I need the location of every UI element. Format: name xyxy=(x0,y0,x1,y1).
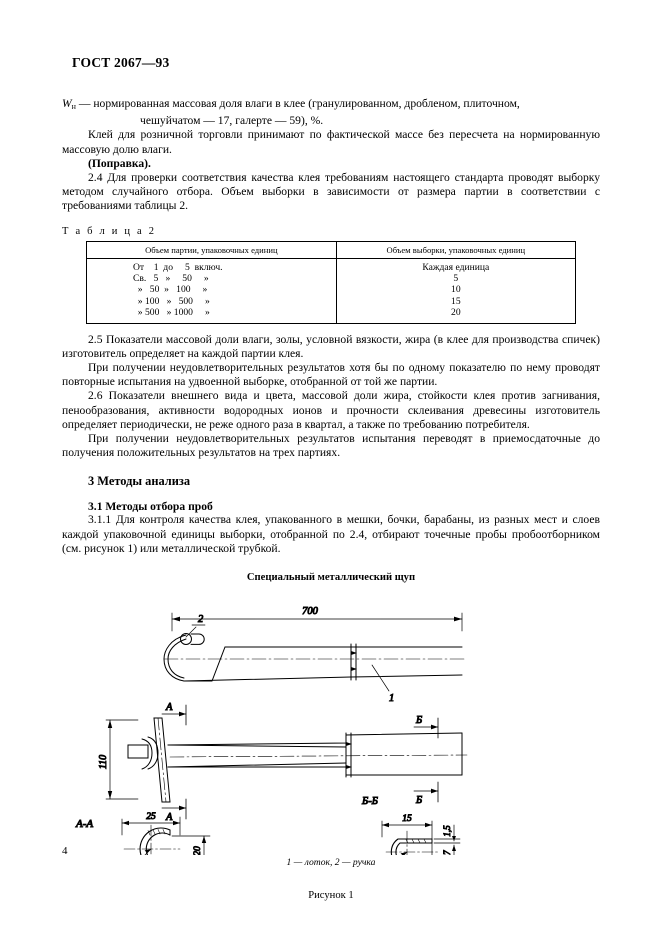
volume-value: 10 xyxy=(451,284,461,296)
section-label-a-bottom: А xyxy=(166,812,173,824)
trough-body-plan-view xyxy=(168,733,467,777)
cross-section-aa-profile xyxy=(124,825,180,855)
dimension-label-20: 20 xyxy=(193,846,203,856)
figure-number: Рисунок 1 xyxy=(308,890,354,902)
symbol-w: W xyxy=(62,97,72,110)
figure-title: Специальный металлический щуп xyxy=(246,572,416,584)
dimension-label-1-5: 1,5 xyxy=(442,825,452,837)
table-cell-ranges xyxy=(87,258,337,323)
definition-dash: — xyxy=(75,97,94,110)
range-value: Св. 5 » 50 » xyxy=(133,273,209,285)
radius-r85-leader xyxy=(380,852,407,855)
volume-value: 15 xyxy=(451,295,461,307)
paragraph-retail: Клей для розничной торговли принимают по фактической массе без пересчета на нормированную массовую долю влаги. xyxy=(62,128,600,156)
paragraph-2-6: 2.6 Показатели внешнего вида и цвета, массовой доли жира, стойкости клея против загнивания, пенообразования, активности водородных ионов и прочности склеивания древесины изготовитель определяет периодически, не реже одного раза в квартал, а также по требованию потребителя. xyxy=(62,389,600,431)
range-value: » 100 » 500 » xyxy=(133,295,210,307)
view-label-aa: А-А xyxy=(76,818,94,831)
trough-body-side-view xyxy=(164,644,467,681)
definition-line-2: чешуйчатом — 17, галерте — 59), %. xyxy=(140,114,324,128)
table-header-sample-volume: Объем выборки, упаковочных единиц xyxy=(336,241,575,258)
handle-loop xyxy=(164,634,204,682)
table-2 xyxy=(86,241,576,324)
popravka-note: (Поправка). xyxy=(88,156,151,170)
dimension-label-700: 700 xyxy=(302,606,318,618)
table-row xyxy=(87,258,576,323)
definition-line-1 xyxy=(62,97,600,114)
range-value: » 500 » 1000 » xyxy=(133,307,210,319)
subsection-3-1-heading: 3.1 Методы отбора проб xyxy=(88,500,213,514)
paragraph-2-4: 2.4 Для проверки соответствия качества клея требованиям настоящего стандарта проводят выборку методом случайного отбора. Объем выборки в зависимости от размера партии в соответствии с требованиями таблицы 2. xyxy=(62,171,600,213)
paragraph-3-1-1: 3.1.1 Для контроля качества клея, упакованного в мешки, бочки, барабаны, из разных мест и слоев каждой упаковочной единицы выборки, отобранной по 2.4, отбирают точечные пробы пробоотборником (см. рисунок 1) или металлической трубкой. xyxy=(62,513,600,555)
section-3-heading: 3 Методы анализа xyxy=(88,474,191,489)
table-2-caption: Т а б л и ц а 2 xyxy=(62,225,157,237)
dimension-label-17: 17 xyxy=(442,850,452,856)
range-value: От 1 до 5 включ. xyxy=(133,261,223,273)
callout-1-leader xyxy=(372,665,389,691)
dimension-label-110: 110 xyxy=(98,754,109,770)
paragraph-2-5: 2.5 Показатели массовой доли влаги, золы, условной вязкости, жира (в клее для производства спичек) изготовитель определяет на каждой партии клея. xyxy=(62,332,600,360)
volume-value: Каждая единица xyxy=(422,261,490,273)
volume-value: 5 xyxy=(453,273,459,285)
probe-technical-drawing xyxy=(62,587,600,855)
section-label-b-top: Б xyxy=(416,715,423,727)
range-value: » 50 » 100 » xyxy=(133,284,208,296)
paragraph-2-5-b: При получении неудовлетворительных результатов хотя бы по одному показателю по нему проводят повторные испытания на удвоенной выборке, отобранной от той же партии. xyxy=(62,361,600,389)
section-label-b-bottom: Б xyxy=(416,795,423,807)
figure-caption: 1 — лоток, 2 — ручка xyxy=(286,857,376,869)
dimension-aa-height xyxy=(172,836,210,855)
definition-text-1: нормированная массовая доля влаги в клее (гранулированном, дробленом, плиточном, xyxy=(93,97,520,110)
volume-value: 20 xyxy=(451,307,461,319)
page-number: 4 xyxy=(62,845,68,857)
table-cell-volumes xyxy=(336,258,575,323)
dimension-handle-length xyxy=(106,720,138,799)
cross-handle-bar xyxy=(154,718,170,802)
table-header-lot-volume: Объем партии, упаковочных единиц xyxy=(87,241,337,258)
section-label-a-top: А xyxy=(166,702,173,714)
standard-header: ГОСТ 2067—93 xyxy=(72,55,170,70)
view-label-bb: Б-Б xyxy=(362,796,378,808)
symbol-subscript: н xyxy=(71,102,76,111)
page-content xyxy=(62,55,600,901)
dimension-label-25: 25 xyxy=(146,812,156,823)
table-header-row xyxy=(87,241,576,258)
callout-label-2: 2 xyxy=(198,614,204,626)
callout-label-1: 1 xyxy=(389,693,395,705)
dimension-label-15: 15 xyxy=(402,814,412,825)
paragraph-2-6-b: При получении неудовлетворительных результатов испытания переводят в приемосдаточные до получения положительных результатов на трех партиях. xyxy=(62,432,600,460)
figure-1-drawing xyxy=(62,587,600,855)
handle-socket xyxy=(128,737,158,769)
